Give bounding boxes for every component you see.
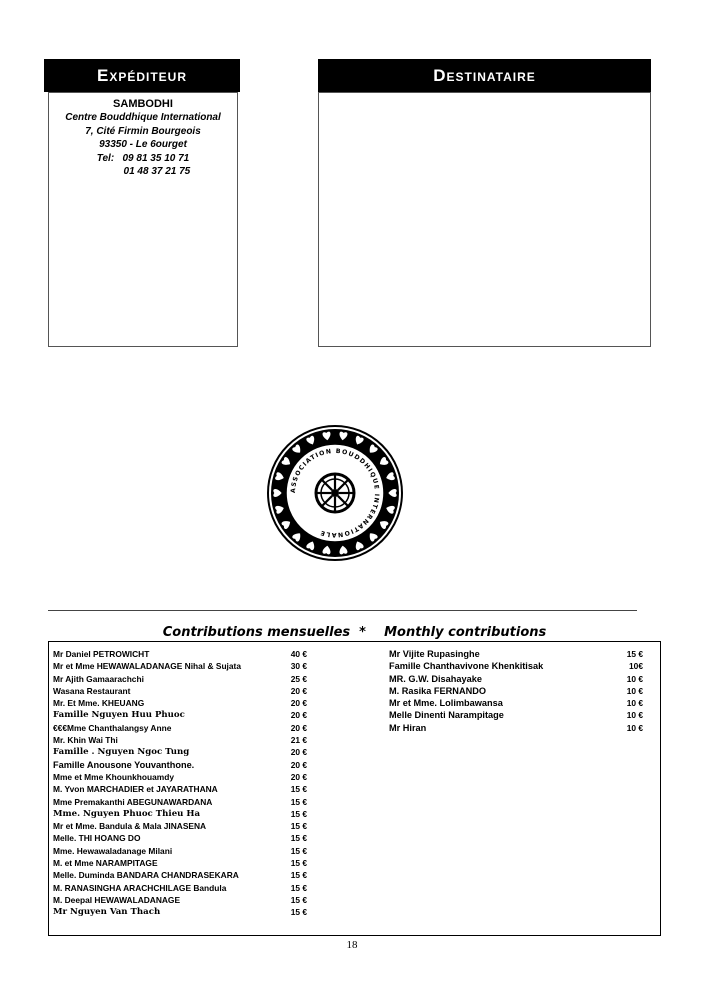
contribution-row bbox=[53, 673, 313, 685]
contributions-box bbox=[48, 641, 661, 936]
sender-header: Expéditeur bbox=[44, 59, 240, 92]
contribution-amount: 20 € bbox=[290, 698, 307, 709]
contribution-amount: 10 € bbox=[626, 710, 643, 721]
contributor-name: Famille Nguyen Huu Phuoc bbox=[53, 710, 185, 721]
contribution-row bbox=[389, 685, 645, 697]
contribution-amount: 10 € bbox=[626, 673, 643, 684]
contributor-name: Melle Dinenti Narampitage bbox=[389, 710, 504, 721]
contribution-row bbox=[53, 722, 313, 734]
contributor-name: Mr Ajith Gamaarachchi bbox=[53, 673, 144, 684]
contribution-amount: 15 € bbox=[290, 821, 307, 832]
sender-line: 7, Cité Firmin Bourgeois bbox=[85, 125, 201, 137]
contribution-row bbox=[53, 759, 313, 771]
contribution-row bbox=[53, 869, 313, 881]
contribution-amount: 20 € bbox=[290, 759, 307, 770]
contribution-row bbox=[389, 709, 645, 721]
sender-line: 93350 - Le 6ourget bbox=[99, 139, 187, 150]
recipient-box bbox=[318, 92, 651, 347]
contributor-name: Wasana Restaurant bbox=[53, 685, 131, 696]
contribution-amount: 15 € bbox=[290, 796, 307, 807]
contributor-name: M. Yvon MARCHADIER et JAYARATHANA bbox=[53, 784, 218, 795]
contribution-amount: 15 € bbox=[626, 649, 643, 659]
contribution-amount: 25 € bbox=[290, 673, 307, 684]
contributor-name: €€€Mme Chanthalangsy Anne bbox=[53, 722, 172, 733]
contribution-row bbox=[53, 709, 313, 721]
divider bbox=[48, 610, 637, 611]
contribution-amount: 15 € bbox=[290, 833, 307, 844]
contribution-amount: 15 € bbox=[290, 907, 307, 918]
contributions-left-column bbox=[53, 648, 313, 919]
contribution-amount: 20 € bbox=[290, 710, 307, 721]
contribution-amount: 15 € bbox=[290, 784, 307, 795]
contribution-row bbox=[53, 906, 313, 918]
contribution-row bbox=[53, 808, 313, 820]
contribution-amount: 15 € bbox=[290, 858, 307, 869]
contribution-amount: 15 € bbox=[290, 808, 307, 819]
sender-name: SAMBODHI bbox=[113, 98, 173, 110]
contribution-row bbox=[389, 697, 645, 709]
contribution-row bbox=[389, 648, 645, 660]
sender-box bbox=[48, 92, 238, 347]
contributor-name: Mr et Mme HEWAWALADANAGE Nihal & Sujata bbox=[53, 661, 241, 672]
dharma-wheel-seal-icon bbox=[266, 424, 404, 562]
contribution-amount: 15 € bbox=[290, 882, 307, 893]
contribution-amount: 15 € bbox=[290, 870, 307, 881]
contribution-row bbox=[389, 660, 645, 672]
contributor-name: Famille Anousone Youvanthone. bbox=[53, 759, 195, 770]
contribution-row bbox=[389, 673, 645, 685]
contribution-amount: 20 € bbox=[290, 722, 307, 733]
contribution-row bbox=[53, 746, 313, 758]
contribution-row bbox=[53, 734, 313, 746]
contribution-amount: 20 € bbox=[290, 747, 307, 758]
contributor-name: Mr Vijite Rupasinghe bbox=[389, 649, 480, 659]
contribution-row bbox=[53, 820, 313, 832]
contributor-name: Mme. Nguyen Phuoc Thieu Ha bbox=[53, 808, 201, 819]
contributor-name: Mr et Mme. Lolimbawansa bbox=[389, 698, 503, 709]
contributor-name: Mme Premakanthi ABEGUNAWARDANA bbox=[53, 796, 213, 807]
contributor-name: Mr et Mme. Bandula & Mala JINASENA bbox=[53, 821, 207, 832]
contributor-name: Mr. Khin Wai Thi bbox=[53, 735, 118, 746]
contribution-row bbox=[53, 857, 313, 869]
contribution-amount: 40 € bbox=[290, 649, 307, 659]
contribution-amount: 20 € bbox=[290, 771, 307, 782]
contribution-amount: 15 € bbox=[290, 894, 307, 905]
contribution-row bbox=[53, 648, 313, 660]
contribution-row bbox=[53, 783, 313, 795]
recipient-header: Destinataire bbox=[318, 59, 651, 92]
contributions-title: Contributions mensuelles * Monthly contributions bbox=[162, 625, 547, 640]
contribution-row bbox=[389, 722, 645, 734]
sender-address bbox=[49, 97, 237, 179]
contribution-amount: 10 € bbox=[626, 685, 643, 696]
contributor-name: Famille . Nguyen Ngoc Tung bbox=[53, 747, 190, 758]
contribution-amount: 10€ bbox=[629, 661, 643, 672]
contributor-name: Mr Daniel PETROWICHT bbox=[53, 649, 150, 659]
contribution-row bbox=[53, 771, 313, 783]
contribution-amount: 30 € bbox=[290, 661, 307, 672]
contributor-name: MR. G.W. Disahayake bbox=[389, 673, 482, 684]
contributor-name: Mme et Mme Khounkhouamdy bbox=[53, 771, 174, 782]
sender-phone: Tel: 09 81 35 10 71 bbox=[96, 152, 190, 164]
contribution-row bbox=[53, 845, 313, 857]
contribution-row bbox=[53, 685, 313, 697]
contribution-amount: 10 € bbox=[626, 722, 643, 733]
contributor-name: M. Rasika FERNANDO bbox=[389, 685, 486, 696]
seal-text: ASSOCIATION BOUDDHIQUE INTERNATIONALE bbox=[289, 447, 381, 539]
contributor-name: Melle. Duminda BANDARA CHANDRASEKARA bbox=[53, 870, 239, 881]
contributor-name: Mr Hiran bbox=[389, 722, 427, 733]
contributions-right-column bbox=[389, 648, 645, 734]
contributor-name: Melle. THI HOANG DO bbox=[53, 833, 141, 844]
contribution-amount: 15 € bbox=[290, 845, 307, 856]
contributor-name: Mme. Hewawaladanage Milani bbox=[53, 845, 173, 856]
sender-phone: 01 48 37 21 75 bbox=[95, 166, 191, 177]
contribution-row bbox=[53, 697, 313, 709]
contributor-name: M. RANASINGHA ARACHCHILAGE Bandula bbox=[53, 882, 227, 893]
contributor-name: Famille Chanthavivone Khenkitisak bbox=[389, 661, 544, 672]
contributor-name: M. et Mme NARAMPITAGE bbox=[53, 858, 158, 869]
contributor-name: Mr. Et Mme. KHEUANG bbox=[53, 698, 145, 709]
contribution-row bbox=[53, 882, 313, 894]
contribution-row bbox=[53, 660, 313, 672]
contributor-name: M. Deepal HEWAWALADANAGE bbox=[53, 894, 181, 905]
contribution-amount: 21 € bbox=[290, 735, 307, 746]
contribution-amount: 20 € bbox=[290, 685, 307, 696]
sender-line: Centre Bouddhique International bbox=[65, 112, 221, 123]
contribution-amount: 10 € bbox=[626, 698, 643, 709]
contributor-name: Mr Nguyen Van Thach bbox=[53, 907, 161, 918]
contribution-row bbox=[53, 796, 313, 808]
contribution-row bbox=[53, 832, 313, 844]
page-number: 18 bbox=[346, 939, 358, 951]
contribution-row bbox=[53, 894, 313, 906]
